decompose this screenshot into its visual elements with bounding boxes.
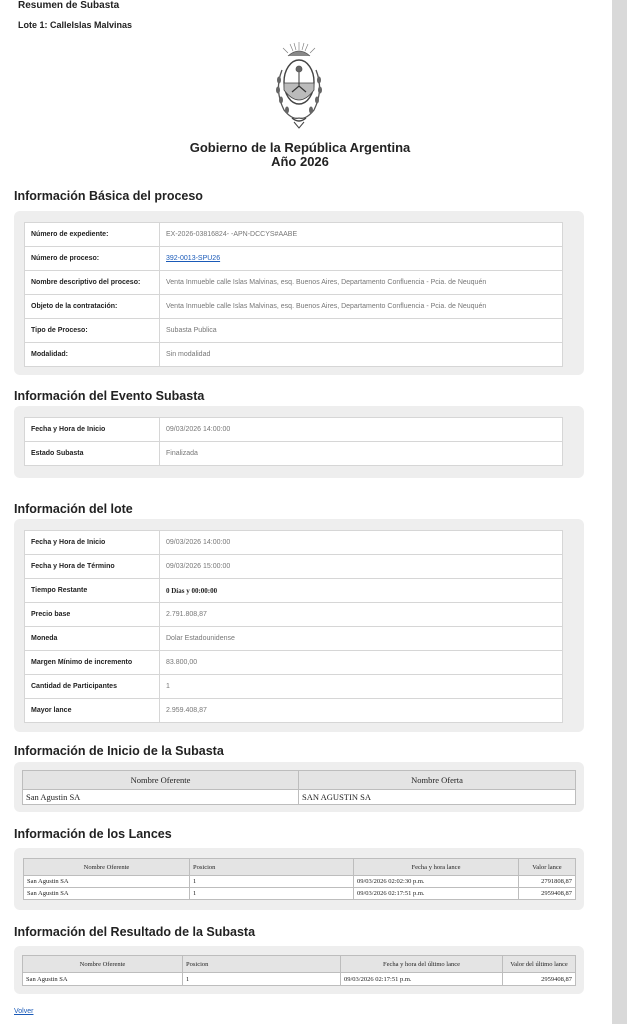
- table-row: Fecha y Hora de Inicio 09/03/2026 14:00:00: [25, 531, 563, 555]
- table-row: Número de proceso: 392-0013-SPU26: [25, 247, 563, 271]
- table-row: Fecha y Hora de Término 09/03/2026 15:00:00: [25, 555, 563, 579]
- table-row: Tipo de Proceso: Subasta Publica: [25, 319, 563, 343]
- bids-info-title: Información de los Lances: [14, 827, 172, 841]
- table-row: Modalidad: Sin modalidad: [25, 343, 563, 367]
- table-row: Número de expediente: EX-2026-03816824- -APN-DCCYS#AABE: [25, 223, 563, 247]
- bids-table: [23, 858, 576, 900]
- scrollbar[interactable]: [612, 0, 627, 1024]
- table-header-row: Nombre Oferente Posicion Fecha y hora lance Valor lance: [24, 859, 576, 876]
- result-info-panel: [14, 946, 584, 994]
- table-row: Nombre descriptivo del proceso: Venta Inmueble calle Islas Malvinas, esq. Buenos Aires, Departamento Confluencia - Pcia. de Neuquén: [25, 271, 563, 295]
- lot-info-table: [24, 530, 563, 723]
- bids-info-panel: [14, 848, 584, 910]
- event-info-table: [24, 417, 563, 466]
- basic-info-title: Información Básica del proceso: [14, 189, 203, 203]
- table-row: San Agustin SA SAN AGUSTIN SA: [23, 790, 576, 805]
- basic-info-table: [24, 222, 563, 367]
- table-row: San Agustin SA 1 09/03/2026 02:02:30 p.m. 2791808,87: [24, 876, 576, 888]
- lot-subtitle: Lote 1: CalleIslas Malvinas: [18, 20, 133, 30]
- lot-info-title: Información del lote: [14, 502, 133, 516]
- government-name: Gobierno de la República Argentina: [189, 140, 411, 155]
- event-info-panel: [14, 406, 584, 478]
- table-header-row: Nombre Oferente Posicion Fecha y hora del último lance Valor del último lance: [23, 956, 576, 973]
- table-row: San Agustin SA 1 09/03/2026 02:17:51 p.m. 2959408,87: [24, 888, 576, 900]
- table-row: Margen Mínimo de incremento 83.800,00: [25, 651, 563, 675]
- table-row: Precio base 2.791.808,87: [25, 603, 563, 627]
- result-table: [22, 955, 576, 986]
- table-row: Moneda Dolar Estadounidense: [25, 627, 563, 651]
- table-row: Cantidad de Participantes 1: [25, 675, 563, 699]
- lot-info-panel: [14, 519, 584, 732]
- start-info-table: [22, 770, 576, 805]
- start-info-panel: [14, 762, 584, 812]
- table-row: Tiempo Restante 0 Días y 00:00:00: [25, 579, 563, 603]
- table-row: Fecha y Hora de Inicio 09/03/2026 14:00:00: [25, 418, 563, 442]
- government-heading: [150, 141, 450, 169]
- government-year: Año 2026: [271, 154, 329, 169]
- result-info-title: Información del Resultado de la Subasta: [14, 925, 256, 939]
- basic-info-panel: [14, 211, 584, 375]
- process-number-link[interactable]: 392-0013-SPU26: [166, 255, 221, 262]
- table-row: Estado Subasta Finalizada: [25, 442, 563, 466]
- table-row: Mayor lance 2.959.408,87: [25, 699, 563, 723]
- table-header-row: Nombre Oferente Nombre Oferta: [23, 771, 576, 790]
- table-row: Objeto de la contratación: Venta Inmueble calle Islas Malvinas, esq. Buenos Aires, Departamento Confluencia - Pcia. de Neuquén: [25, 295, 563, 319]
- argentina-coat-of-arms-icon: [270, 40, 328, 130]
- event-info-title: Información del Evento Subasta: [14, 389, 205, 403]
- page-title: Resumen de Subasta: [18, 0, 120, 11]
- back-link[interactable]: Volver: [14, 1008, 34, 1015]
- start-info-title: Información de Inicio de la Subasta: [14, 744, 224, 758]
- table-row: San Agustin SA 1 09/03/2026 02:17:51 p.m. 2959408,87: [23, 973, 576, 986]
